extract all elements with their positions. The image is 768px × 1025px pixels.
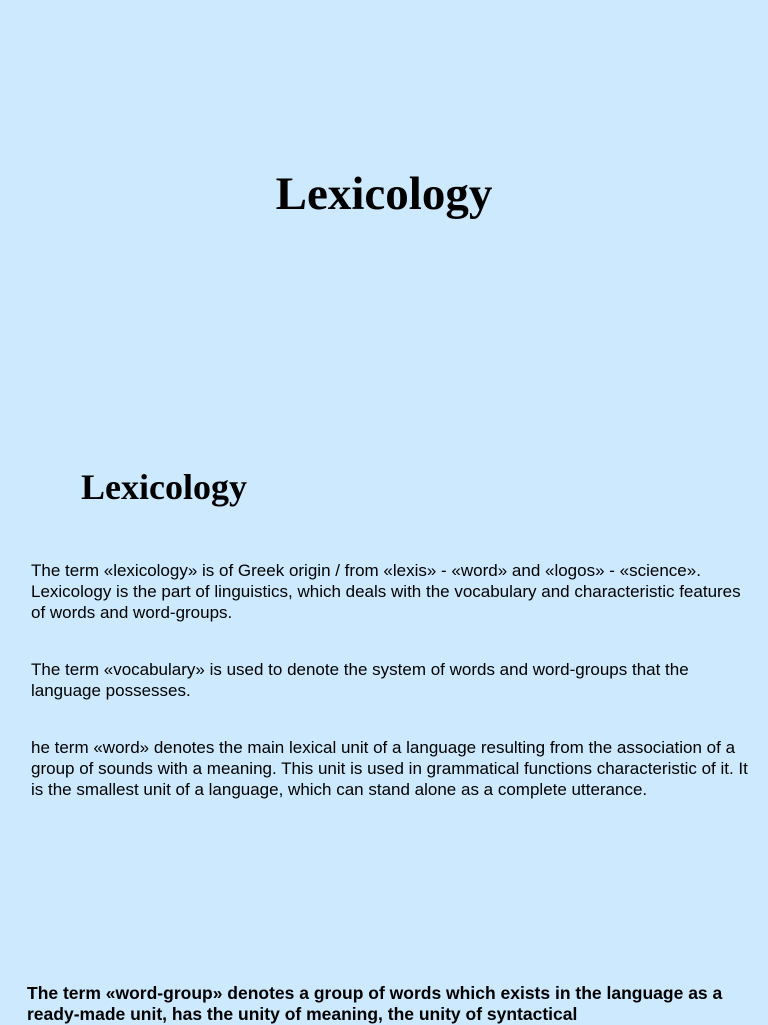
paragraph-lexicology-definition: The term «lexicology» is of Greek origin / from «lexis» - «word» and «logos» - «science». Lexicology is the part of linguistics, which deals with the vocabulary and characteristic features of words and word-groups. — [31, 561, 741, 622]
paragraph-vocabulary-definition: The term «vocabulary» is used to denote the system of words and word-groups that the language possesses. — [31, 660, 689, 700]
paragraph-word-definition: he term «word» denotes the main lexical unit of a language resulting from the association of a group of sounds with a meaning. This unit is used in grammatical functions characteristic of it. It is the smallest unit of a language, which can stand alone as a complete utterance. — [31, 738, 748, 799]
section-heading: Lexicology — [81, 467, 247, 507]
paragraph-word-group-definition: The term «word-group» denotes a group of words which exists in the language as a ready-made unit, has the unity of meaning, the unity of syntactical — [27, 983, 723, 1024]
slide-title: Lexicology — [275, 168, 493, 220]
